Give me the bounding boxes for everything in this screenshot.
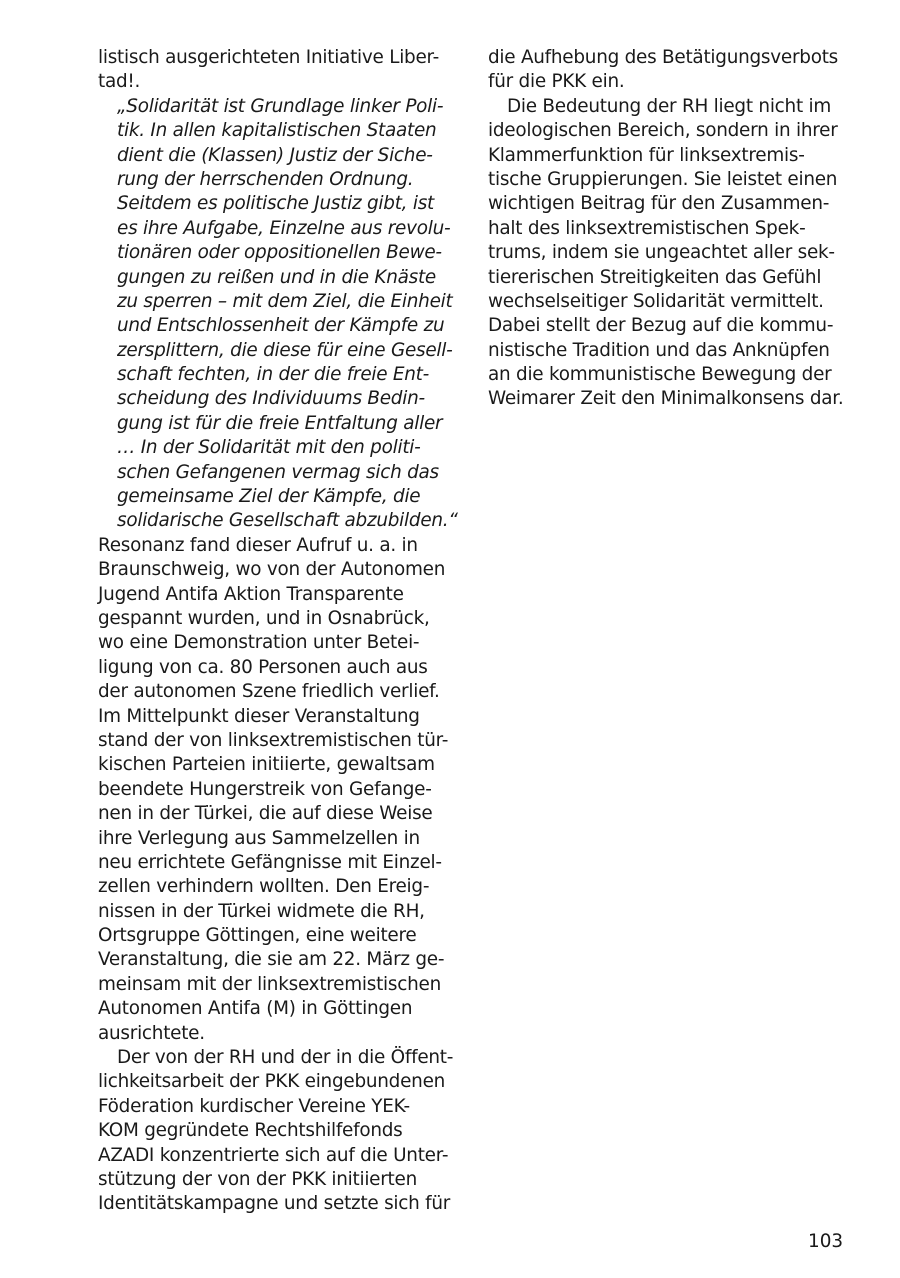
quote-line: gemeinsame Ziel der Kämpfe, die (117, 486, 421, 508)
text-line: die Aufhebung des Betätigungsverbots (488, 47, 838, 68)
text-line: ideologischen Bereich, sondern in ihrer (488, 120, 838, 142)
text-line: Resonanz fand dieser Aufruf u. a. in (98, 534, 418, 556)
quote-line: „Solidarität ist Grundlage linker Poli- (117, 95, 444, 117)
text-line: halt des linksextremistischen Spek- (488, 217, 806, 239)
text-line: Ortsgruppe Göttingen, eine weitere (98, 925, 417, 947)
quote-line: gungen zu reißen und in die Knäste (117, 266, 436, 288)
text-line: Weimarer Zeit den Minimalkonsens dar. (488, 388, 844, 410)
quote-line: dient die (Klassen) Justiz der Siche- (117, 144, 433, 166)
text-line: gespannt wurden, und in Osnabrück, (98, 607, 430, 629)
text-line: Jugend Antifa Aktion Transparente (98, 583, 404, 605)
text-line: stützung der von der PKK initiierten (98, 1168, 417, 1190)
text-line: trums, indem sie ungeachtet aller sek- (488, 242, 835, 264)
significance-paragraph (488, 95, 850, 412)
text-line: Veranstaltung, die sie am 22. März ge- (98, 949, 445, 971)
text-line: Die Bedeutung der RH liegt nicht im (507, 95, 832, 117)
text-line: Autonomen Antifa (M) in Göttingen (98, 998, 413, 1020)
text-line: Klammerfunktion für linksextremis- (488, 144, 805, 166)
quote-line: schen Gefangenen vermag sich das (117, 461, 439, 483)
text-line: an die kommunistische Bewegung der (488, 364, 832, 386)
text-line: Braunschweig, wo von der Autonomen (98, 559, 446, 581)
text-line: nistische Tradition und das Anknüpfen (488, 339, 830, 361)
text-line: Der von der RH und der in die Öffent- (117, 1047, 454, 1069)
text-line: nen in der Türkei, die auf diese Weise (98, 803, 433, 825)
resonance-paragraph (98, 534, 460, 1046)
text-line: neu errichtete Gefängnisse mit Einzel- (98, 851, 442, 873)
text-line: meinsam mit der linksextremistischen (98, 973, 441, 995)
right-column (488, 46, 850, 412)
text-line: nissen in der Türkei widmete die RH, (98, 900, 425, 922)
text-line: Dabei stellt der Bezug auf die kommu- (488, 315, 834, 337)
quote-line: tionären oder oppositionellen Bewe- (117, 242, 442, 264)
text-line: ligung von ca. 80 Personen auch aus (98, 656, 428, 678)
text-line: lichkeitsarbeit der PKK eingebundenen (98, 1071, 446, 1093)
continuation-paragraph (488, 46, 850, 95)
intro-paragraph (98, 46, 460, 95)
text-line: tad!. (98, 71, 141, 93)
azadi-paragraph (98, 1046, 460, 1217)
quote-line: … In der Solidarität mit den politi- (117, 437, 421, 459)
text-line: Föderation kurdischer Vereine YEK- (98, 1095, 410, 1117)
text-line: Identitätskampagne und setzte sich für (98, 1193, 451, 1215)
left-column (98, 46, 460, 1217)
quote-line: solidarische Gesellschaft abzubilden.“ (117, 510, 458, 532)
quote-line: zu sperren – mit dem Ziel, die Einheit (117, 290, 453, 312)
text-line: wo eine Demonstration unter Betei- (98, 632, 420, 654)
text-line: KOM gegründete Rechtshilfefonds (98, 1120, 403, 1142)
text-line: stand der von linksextremistischen tür- (98, 729, 449, 751)
text-line: ihre Verlegung aus Sammelzellen in (98, 827, 420, 849)
text-line: AZADI konzentrierte sich auf die Unter- (98, 1144, 449, 1166)
quote-line: gung ist für die freie Entfaltung aller (117, 412, 443, 434)
text-line: Im Mittelpunkt dieser Veranstaltung (98, 705, 420, 727)
quote-line: schaft fechten, in der die freie Ent- (117, 364, 430, 386)
quote-line: rung der herrschenden Ordnung. (117, 168, 414, 190)
text-line: wechselseitiger Solidarität vermittelt. (488, 290, 824, 312)
text-line: für die PKK ein. (488, 71, 625, 93)
text-line: listisch ausgerichteten Initiative Liber- (98, 47, 440, 68)
text-line: tische Gruppierungen. Sie leistet einen (488, 168, 838, 190)
quote-line: zersplittern, die diese für eine Gesell- (117, 339, 453, 361)
page-number: 103 (808, 1231, 844, 1252)
quote-line: es ihre Aufgabe, Einzelne aus revolu- (117, 217, 451, 239)
quote-line: Seitdem es politische Justiz gibt, ist (117, 193, 435, 215)
quote-line: und Entschlossenheit der Kämpfe zu (117, 315, 445, 337)
text-line: der autonomen Szene friedlich verlief. (98, 681, 440, 703)
text-line: beendete Hungerstreik von Gefange- (98, 778, 432, 800)
text-line: ausrichtete. (98, 1022, 205, 1044)
quote-line: tik. In allen kapitalistischen Staaten (117, 120, 437, 142)
text-line: tiererischen Streitigkeiten das Gefühl (488, 266, 822, 288)
block-quote (98, 95, 460, 534)
quote-line: scheidung des Individuums Bedin- (117, 388, 425, 410)
text-line: wichtigen Beitrag für den Zusammen- (488, 193, 830, 215)
text-line: zellen verhindern wollten. Den Ereig- (98, 876, 430, 898)
text-line: kischen Parteien initiierte, gewaltsam (98, 754, 435, 776)
